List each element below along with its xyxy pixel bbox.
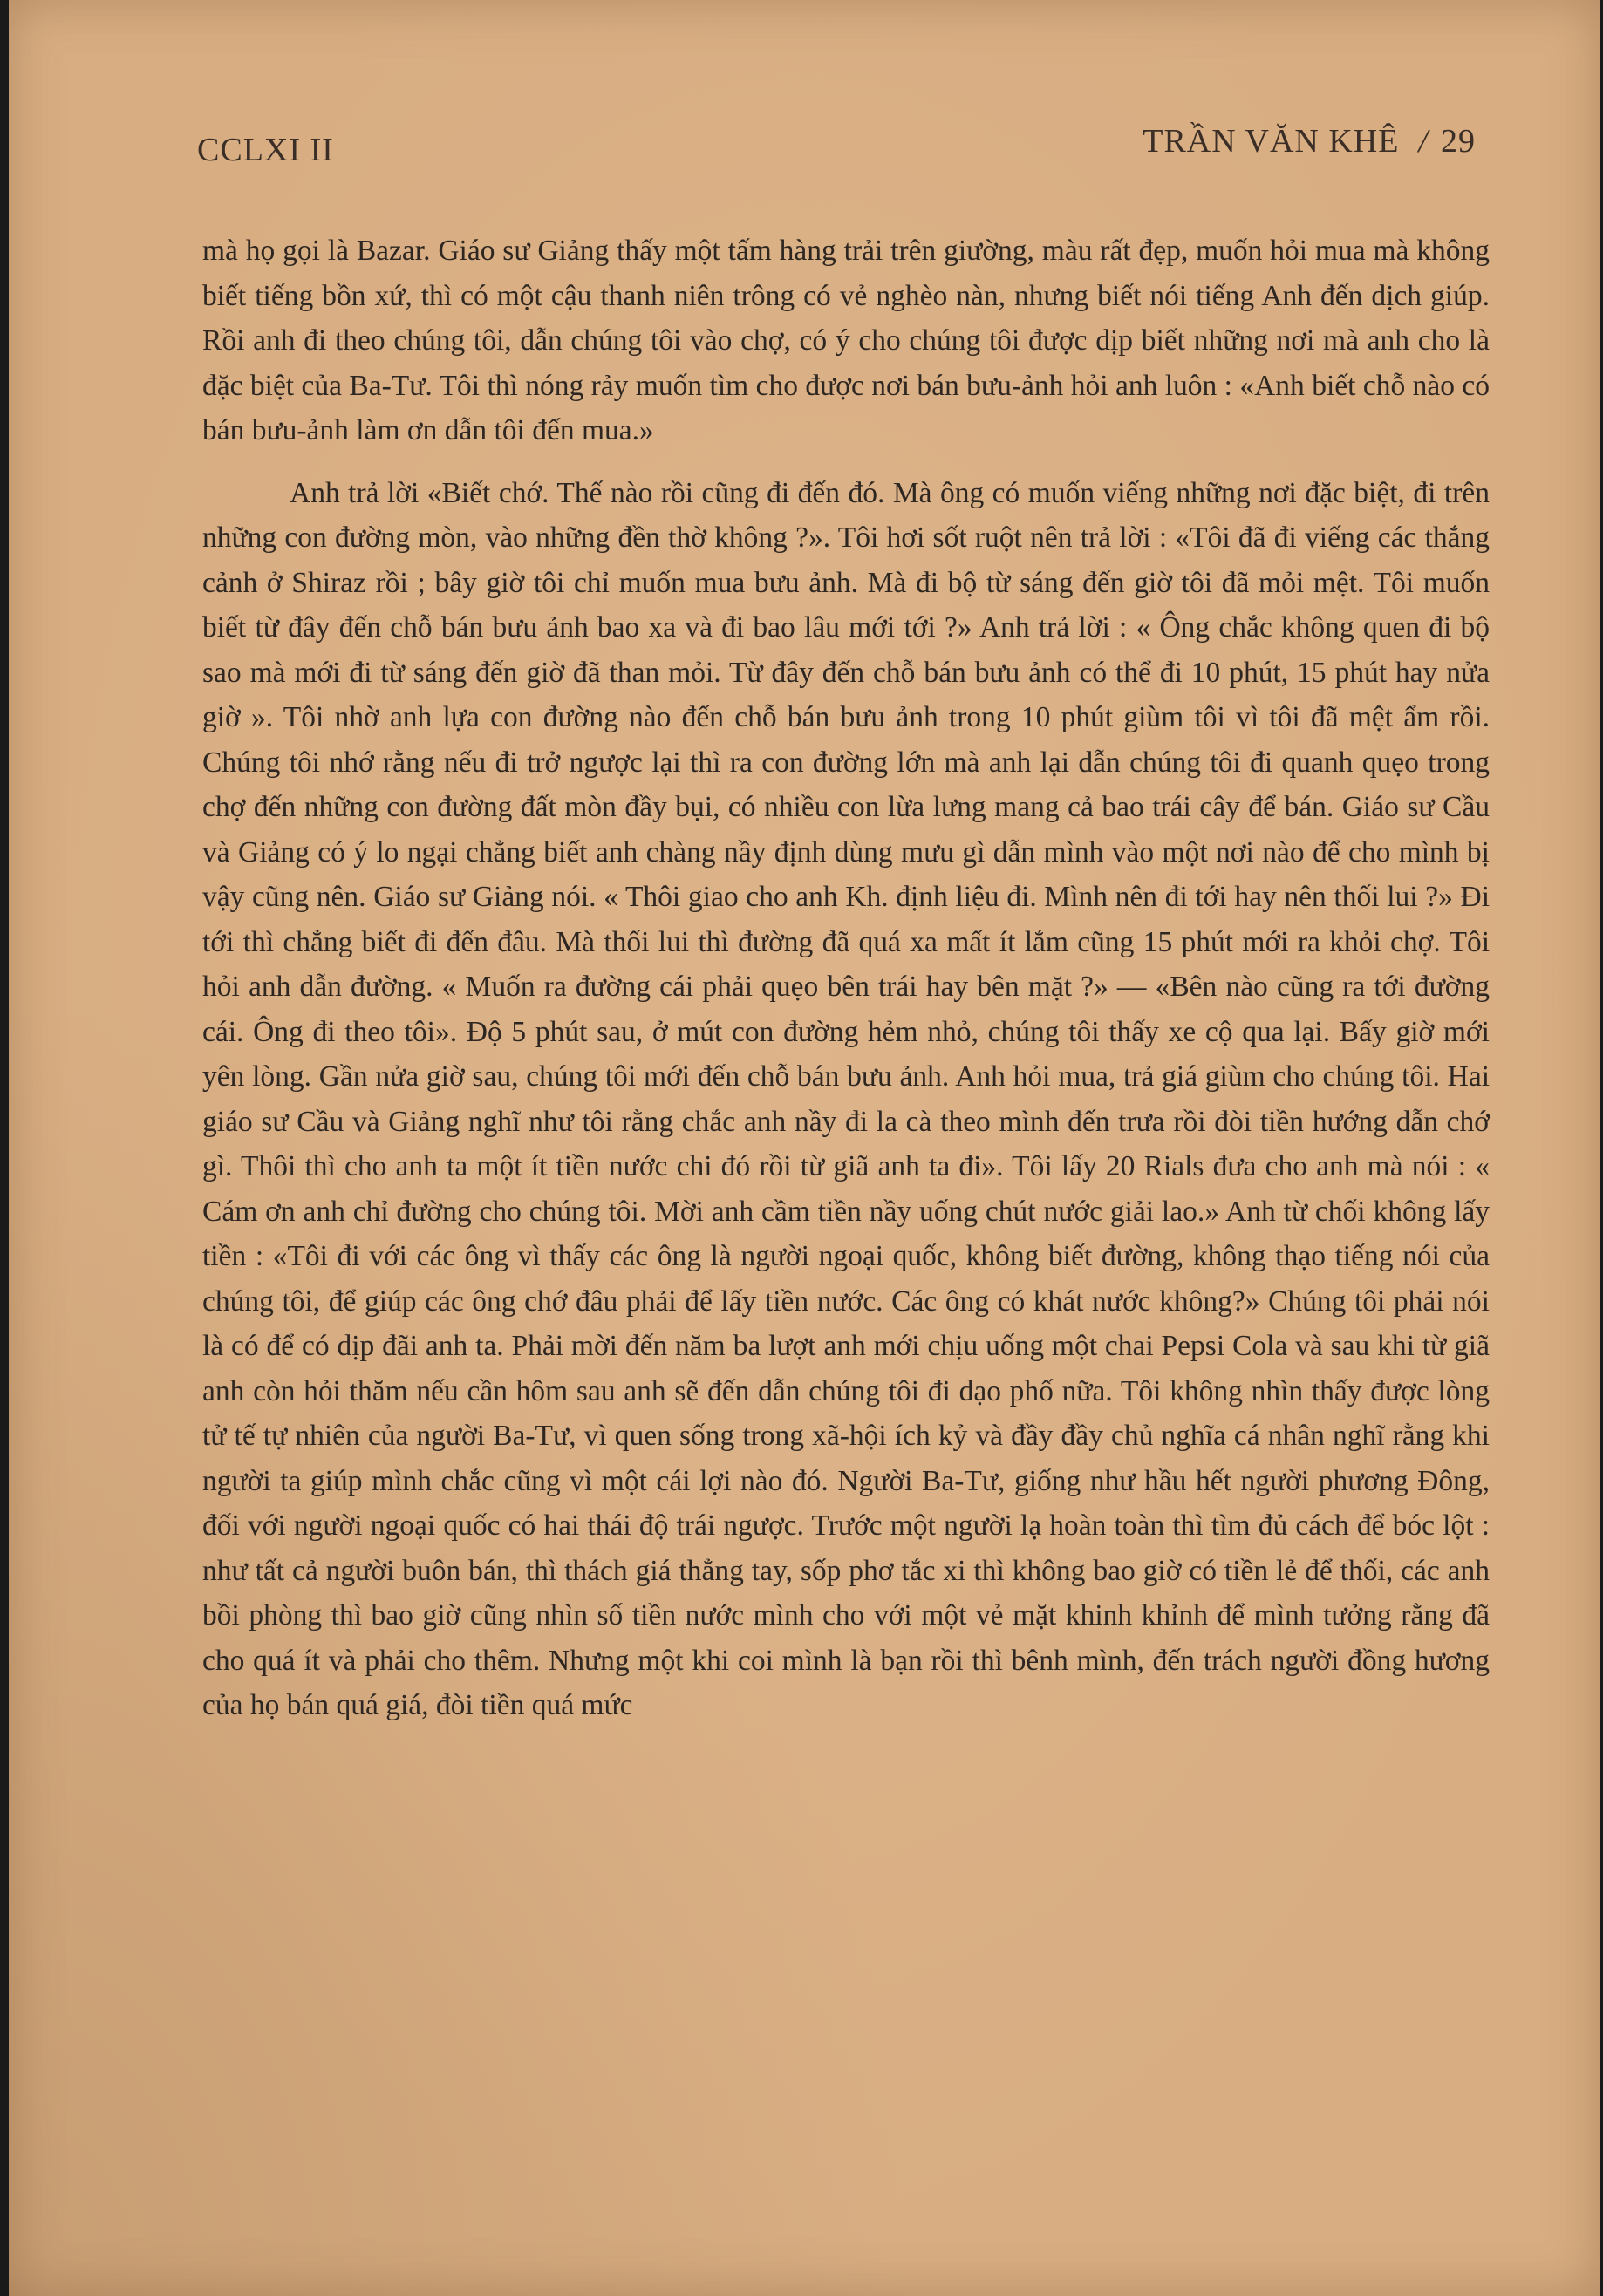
page-header [197, 122, 1476, 174]
running-head-right [1143, 122, 1476, 160]
header-separator: / [1418, 123, 1429, 160]
page-number: 29 [1441, 123, 1476, 160]
body-text [202, 228, 1490, 1728]
paragraph-2: Anh trả lời «Biết chớ. Thế nào rồi cũng đi đến đó. Mà ông có muốn viếng những nơi đặc biệt, đi trên những con đường mòn, vào những đền thờ không ?». Tôi hơi sốt ruột nên trả lời : «Tôi đã đi viếng các thắng cảnh ở Shiraz rồi ; bây giờ tôi chỉ muốn mua bưu ảnh. Mà đi bộ từ sáng đến giờ tôi đã mỏi mệt. Tôi muốn biết từ đây đến chỗ bán bưu ảnh bao xa và đi bao lâu mới tới ?» Anh trả lời : « Ông chắc không quen đi bộ sao mà mới đi từ sáng đến giờ đã than mỏi. Từ đây đến chỗ bán bưu ảnh có thể đi 10 phút, 15 phút hay nửa giờ ». Tôi nhờ anh lựa con đường nào đến chỗ bán bưu ảnh trong 10 phút giùm tôi vì tôi đã mệt ẩm rồi. Chúng tôi nhớ rằng nếu đi trở ngược lại thì ra con đường lớn mà anh lại dẫn chúng tôi đi quanh quẹo trong chợ đến những con đường đất mòn đầy bụi, có nhiều con lừa lưng mang cả bao trái cây để bán. Giáo sư Cầu và Giảng có ý lo ngại chẳng biết anh chàng nầy định dùng mưu gì dẫn mình vào một nơi nào để cho mình bị vậy cũng nên. Giáo sư Giảng nói. « Thôi giao cho anh Kh. định liệu đi. Mình nên đi tới hay nên thối lui ?» Đi tới thì chẳng biết đi đến đâu. Mà thối lui thì đường đã quá xa mất ít lắm cũng 15 phút mới ra khỏi chợ. Tôi hỏi anh dẫn đường. « Muốn ra đường cái phải quẹo bên trái hay bên mặt ?» — «Bên nào cũng ra tới đường cái. Ông đi theo tôi». Độ 5 phút sau, ở mút con đường hẻm nhỏ, chúng tôi thấy xe cộ qua lại. Bấy giờ mới yên lòng. Gần nửa giờ sau, chúng tôi mới đến chỗ bán bưu ảnh. Anh hỏi mua, trả giá giùm cho chúng tôi. Hai giáo sư Cầu và Giảng nghĩ như tôi rằng chắc anh nầy đi la cà theo mình đến trưa rồi đòi tiền hướng dẫn chớ gì. Thôi thì cho anh ta một ít tiền nước chi đó rồi từ giã anh ta đi». Tôi lấy 20 Rials đưa cho anh mà nói : « Cám ơn anh chỉ đường cho chúng tôi. Mời anh cầm tiền nầy uống chút nước giải lao.» Anh từ chối không lấy tiền : «Tôi đi với các ông vì thấy các ông là người ngoại quốc, không biết đường, không thạo tiếng nói của chúng tôi, để giúp các ông chớ đâu phải để lấy tiền nước. Các ông có khát nước không?» Chúng tôi phải nói là có để có dịp đãi anh ta. Phải mời đến năm ba lượt anh mới chịu uống một chai Pepsi Cola và sau khi từ giã anh còn hỏi thăm nếu cần hôm sau anh sẽ đến dẫn chúng tôi đi dạo phố nữa. Tôi không nhìn thấy được lòng tử tế tự nhiên của người Ba-Tư, vì quen sống trong xã-hội ích kỷ và đầy đầy chủ nghĩa cá nhân nghĩ rằng khi người ta giúp mình chắc cũng vì một cái lợi nào đó. Người Ba-Tư, giống như hầu hết người phương Đông, đối với người ngoại quốc có hai thái độ trái ngược. Trước một người lạ hoàn toàn thì tìm đủ cách để bóc lột : như tất cả người buôn bán, thì thách giá thẳng tay, sốp phơ tắc xi thì không bao giờ có tiền lẻ để thối, các anh bồi phòng thì bao giờ cũng nhìn số tiền nước mình cho với một vẻ mặt khinh khỉnh để mình tưởng rằng đã cho quá ít và phải cho thêm. Nhưng một khi coi mình là bạn rồi thì bênh mình, đến trách người đồng hương của họ bán quá giá, đòi tiền quá mức [202, 476, 1490, 1721]
paragraph-1: mà họ gọi là Bazar. Giáo sư Giảng thấy một tấm hàng trải trên giường, màu rất đẹp, muốn hỏi mua mà không biết tiếng bồn xứ, thì có một cậu thanh niên trông có vẻ nghèo nàn, nhưng biết nói tiếng Anh đến dịch giúp. Rồi anh đi theo chúng tôi, dẫn chúng tôi vào chợ, có ý cho chúng tôi được dịp biết những nơi mà anh cho là đặc biệt của Ba-Tư. Tôi thì nóng rảy muốn tìm cho được nơi bán bưu-ảnh hỏi anh luôn : «Anh biết chỗ nào có bán bưu-ảnh làm ơn dẫn tôi đến mua.» [202, 235, 1490, 446]
running-head-left: CCLXI II [197, 132, 334, 168]
author-name: TRẦN VĂN KHÊ [1143, 123, 1400, 160]
book-page [9, 0, 1600, 2296]
